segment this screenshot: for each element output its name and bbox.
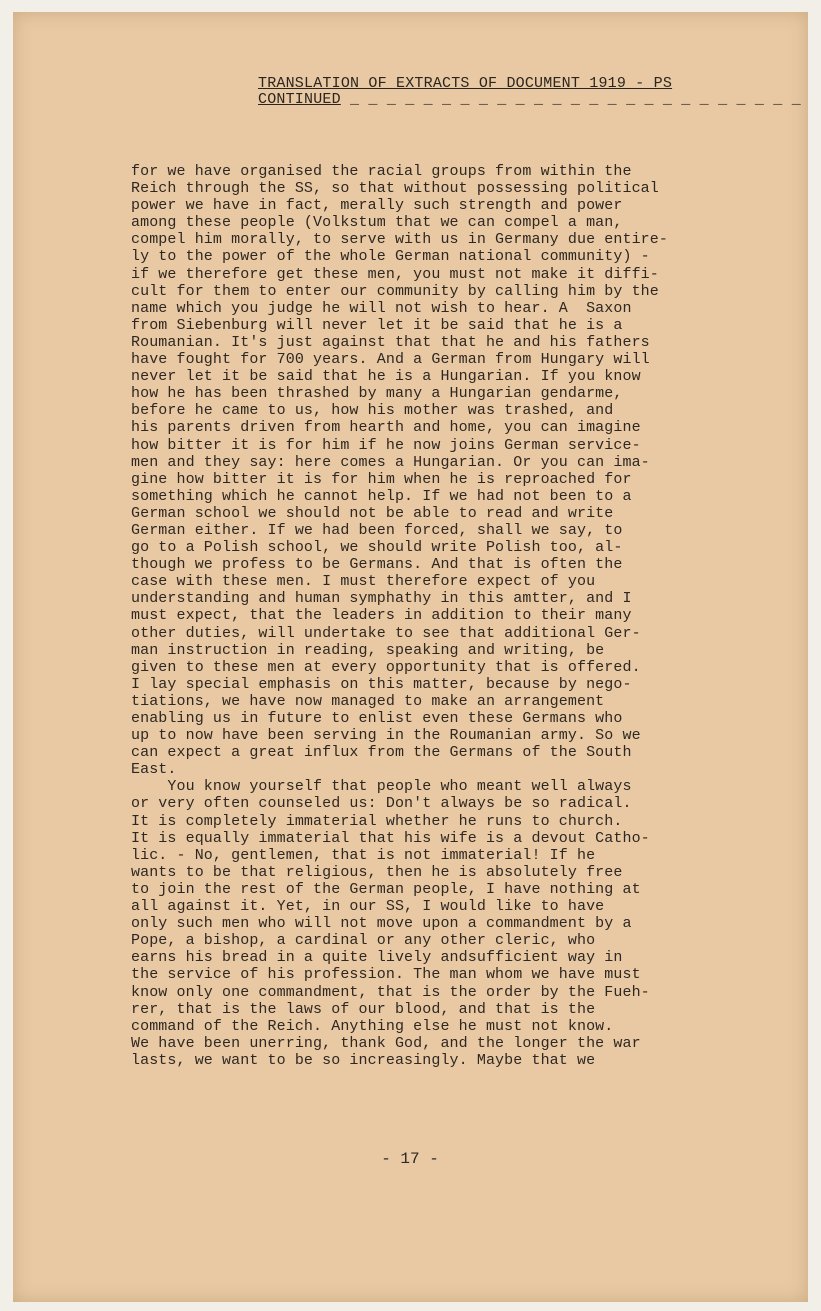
- text-line: It is completely immaterial whether he runs to church.: [131, 812, 623, 830]
- text-line: to join the rest of the German people, I have nothing at: [131, 880, 641, 898]
- text-line: case with these men. I must therefore expect of you: [131, 573, 596, 591]
- text-line: lasts, we want to be so increasingly. Maybe that we: [131, 1051, 596, 1069]
- text-line: up to now have been serving in the Roumanian army. So we: [131, 727, 641, 745]
- text-line: his parents driven from hearth and home, you can imagine: [131, 419, 641, 437]
- text-line: I lay special emphasis on this matter, because by nego-: [131, 675, 632, 693]
- text-line: German school we should not be able to read and write: [131, 504, 614, 522]
- text-line: wants to be that religious, then he is absolutely free: [131, 863, 623, 881]
- text-line: go to a Polish school, we should write Polish too, al-: [131, 539, 623, 557]
- page-number: - 17 -: [381, 1150, 439, 1168]
- text-line: given to these men at every opportunity that is offered.: [131, 658, 641, 676]
- text-line: name which you judge he will not wish to hear. A Saxon: [131, 299, 632, 317]
- document-subtitle: CONTINUED: [258, 91, 341, 108]
- text-line: We have been unerring, thank God, and the longer the war: [131, 1034, 641, 1052]
- text-line: understanding and human symphathy in this amtter, and I: [131, 590, 632, 608]
- text-line: only such men who will not move upon a commandment by a: [131, 915, 632, 933]
- text-line: how bitter it is for him if he now joins German service-: [131, 436, 641, 454]
- document-subtitle-line: [258, 91, 801, 108]
- text-line: for we have organised the racial groups from within the: [131, 163, 632, 180]
- text-line: compel him morally, to serve with us in Germany due entire-: [131, 231, 668, 249]
- text-line: lic. - No, gentlemen, that is not immaterial! If he: [131, 846, 596, 864]
- text-line: command of the Reich. Anything else he must not know.: [131, 1017, 614, 1035]
- text-line: power we have in fact, merally such strength and power: [131, 197, 623, 215]
- text-line: You know yourself that people who meant well always: [131, 778, 632, 796]
- text-line: from Siebenburg will never let it be said that he is a: [131, 316, 623, 334]
- text-line: have fought for 700 years. And a German from Hungary will: [131, 351, 650, 369]
- text-line: man instruction in reading, speaking and writing, be: [131, 641, 605, 659]
- text-line: can expect a great influx from the Germans of the South: [131, 744, 632, 762]
- text-line: men and they say: here comes a Hungarian. Or you can ima-: [131, 453, 650, 471]
- text-line: cult for them to enter our community by calling him by the: [131, 282, 659, 300]
- text-line: other duties, will undertake to see that additional Ger-: [131, 624, 641, 642]
- text-line: enabling us in future to enlist even these Germans who: [131, 710, 623, 727]
- text-line: if we therefore get these men, you must not make it diffi-: [131, 265, 659, 283]
- text-line: Pope, a bishop, a cardinal or any other cleric, who: [131, 932, 596, 950]
- subtitle-dashes: _ _ _ _ _ _ _ _ _ _ _ _ _ _ _ _ _ _ _ _ _ _ _ _ _: [340, 91, 801, 108]
- text-line: something which he cannot help. If we had not been to a: [131, 487, 632, 505]
- text-line: must expect, that the leaders in addition to their many: [131, 607, 632, 625]
- text-line: rer, that is the laws of our blood, and that is the: [131, 1000, 596, 1018]
- document-title: TRANSLATION OF EXTRACTS OF DOCUMENT 1919 - PS: [258, 75, 673, 92]
- paragraph: [131, 163, 711, 778]
- paragraph: [131, 778, 711, 1069]
- text-line: Reich through the SS, so that without possessing political: [131, 180, 659, 198]
- text-line: It is equally immaterial that his wife is a devout Catho-: [131, 829, 650, 847]
- text-line: know only one commandment, that is the order by the Fueh-: [131, 983, 650, 1001]
- text-line: before he came to us, how his mother was trashed, and: [131, 402, 614, 420]
- document-header: [258, 75, 801, 108]
- text-line: how he has been thrashed by many a Hungarian gendarme,: [131, 385, 623, 403]
- text-line: though we profess to be Germans. And that is often the: [131, 556, 623, 574]
- text-line: Roumanian. It's just against that that he and his fathers: [131, 333, 650, 351]
- text-line: all against it. Yet, in our SS, I would like to have: [131, 898, 605, 916]
- text-line: ly to the power of the whole German national community) -: [131, 248, 650, 266]
- text-line: East.: [131, 761, 177, 779]
- document-body: [131, 163, 711, 1069]
- text-line: never let it be said that he is a Hungarian. If you know: [131, 368, 641, 386]
- text-line: among these people (Volkstum that we can compel a man,: [131, 214, 623, 232]
- text-line: the service of his profession. The man whom we have must: [131, 966, 641, 984]
- text-line: tiations, we have now managed to make an arrangement: [131, 692, 605, 710]
- text-line: gine how bitter it is for him when he is reproached for: [131, 470, 632, 488]
- text-line: earns his bread in a quite lively andsufficient way in: [131, 949, 623, 967]
- text-line: German either. If we had been forced, shall we say, to: [131, 521, 623, 539]
- text-line: or very often counseled us: Don't always be so radical.: [131, 795, 632, 813]
